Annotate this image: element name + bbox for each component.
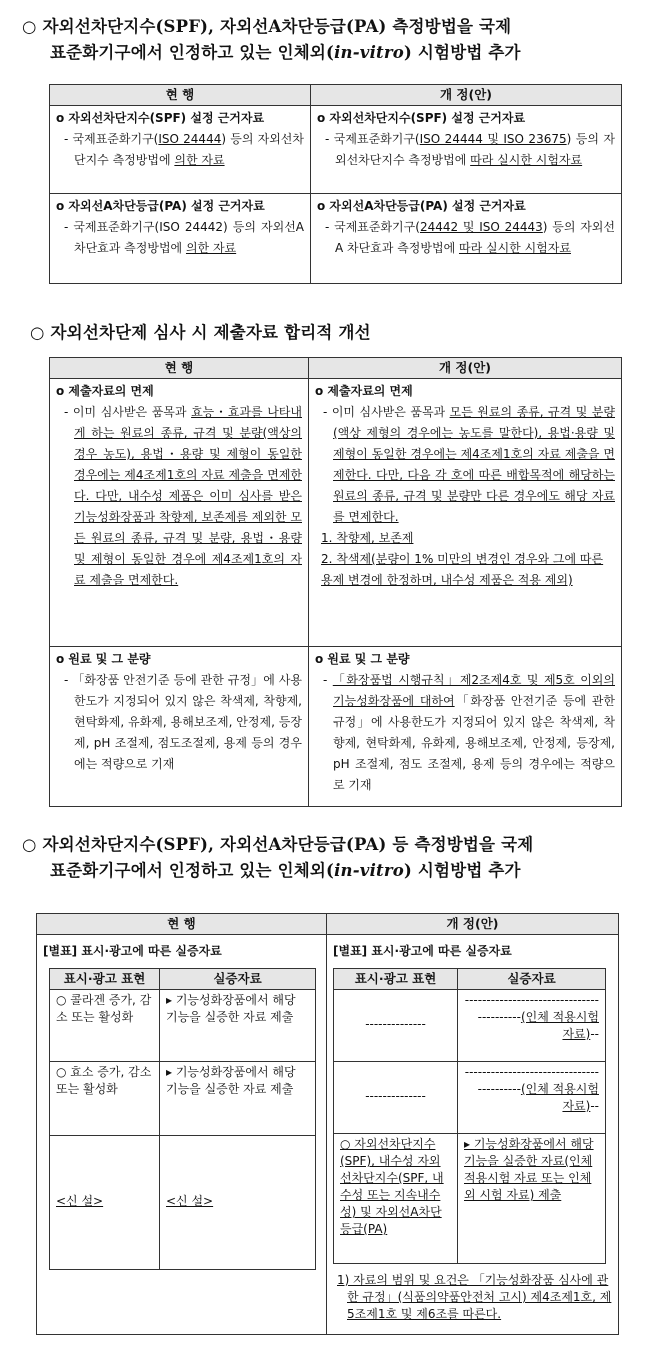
annex-proposed-col1: 표시·광고 표현 bbox=[334, 969, 458, 990]
section1-row2-proposed: o 자외선A차단등급(PA) 설정 근거자료 - 국제표준화기구(24442 및 ISO 24443) 등의 자외선A 차단효과 측정방법에 따라 실시한 시험자료 bbox=[311, 194, 622, 284]
section2-table bbox=[49, 357, 622, 807]
section2-row1-proposed: o 제출자료의 면제 - 이미 심사받은 품목과 모든 원료의 종류, 규격 및 분량(액상 제형의 경우에는 농도를 말한다), 용법·용량 및 제형이 동일한 경우에는 제4조제1호의 자료 제출을 면제한다. 다만, 다음 각 호에 따른 배합목적에 해당하는 원료의 종류, 규격 및 분량만 다른 경우에도 해당 자료를 면제한다. 1. 착향제, 보존제 2. 착색제(분량이 1% 미만의 변경인 경우와 그에 따른 용제 변경에 한정하며, 내수성 제품은 적용 제외) bbox=[309, 379, 622, 647]
section1-col-current: 현 행 bbox=[50, 85, 311, 106]
annex-current-row1-expr: ○ 콜라겐 증가, 감소 또는 활성화 bbox=[50, 990, 160, 1062]
annex-title-proposed: [별표] 표시·광고에 따른 실증자료 bbox=[333, 944, 512, 958]
section3-current-cell bbox=[37, 935, 327, 1335]
section2-col-current: 현 행 bbox=[50, 358, 309, 379]
section3-col-current: 현 행 bbox=[37, 914, 327, 935]
annex-proposed-row1-proof: -----------------------------------------(인체 적용시험 자료)-- bbox=[458, 990, 606, 1062]
section1-heading-line1: ○ 자외선차단지수(SPF), 자외선A차단등급(PA) 측정방법을 국제 bbox=[22, 17, 512, 36]
section3-heading-line2: 표준화기구에서 인정하고 있는 인체외(in-vitro) 시험방법 추가 bbox=[50, 861, 521, 880]
annex-current-row3-expr: <신 설> bbox=[50, 1136, 160, 1270]
section1-heading bbox=[22, 14, 642, 66]
section3-heading bbox=[22, 832, 642, 884]
section1-row1-current: o 자외선차단지수(SPF) 설정 근거자료 - 국제표준화기구(ISO 24444) 등의 자외선차단지수 측정방법에 의한 자료 bbox=[50, 106, 311, 194]
section2-row2-proposed: o 원료 및 그 분량 - 「화장품법 시행규칙」제2조제4호 및 제5호 이외의 기능성화장품에 대하여「화장품 안전기준 등에 관한 규정」에 사용한도가 지정되어 있지 않은 착색제, 착향제, 현탁화제, 유화제, 용해보조제, 안정제, 등장제, pH 조절제, 점도 조절제, 용제 등의 경우에는 적량으로 기재 bbox=[309, 647, 622, 807]
section2-row1-current: o 제출자료의 면제 - 이미 심사받은 품목과 효능・효과를 나타내게 하는 원료의 종류, 규격 및 분량(액상의 경우 농도), 용법・용량 및 제형이 동일한 경우에는 제4조제1호의 자료 제출을 면제한다. 다만, 내수성 제품은 이미 심사를 받은 기능성화장품과 착향제, 보존제를 제외한 모든 원료의 종류, 규격 및 분량, 용법・용량 및 제형이 동일한 경우에 제4조제1호의 자료 제출을 면제한다. bbox=[50, 379, 309, 647]
annex-proposed-row1-expr: -------------- bbox=[334, 990, 458, 1062]
section1-table bbox=[49, 84, 622, 284]
section1-row2-current: o 자외선A차단등급(PA) 설정 근거자료 - 국제표준화기구(ISO 24442) 등의 자외선A 차단효과 측정방법에 의한 자료 bbox=[50, 194, 311, 284]
annex-footnote: 1) 자료의 범위 및 요건은 「기능성화장품 심사에 관한 규정」(식품의약품안전처 고시) 제4조제1호, 제5조제1호 및 제6조를 따른다. bbox=[337, 1273, 612, 1321]
annex-title-current: [별표] 표시·광고에 따른 실증자료 bbox=[43, 944, 222, 958]
section1-row1-proposed: o 자외선차단지수(SPF) 설정 근거자료 - 국제표준화기구(ISO 24444 및 ISO 23675) 등의 자외선차단지수 측정방법에 따라 실시한 시험자료 bbox=[311, 106, 622, 194]
annex-current-row2-expr: ○ 효소 증가, 감소 또는 활성화 bbox=[50, 1062, 160, 1136]
section3-col-proposed: 개 정(안) bbox=[327, 914, 619, 935]
section1-heading-line2: 표준화기구에서 인정하고 있는 인체외(in-vitro) 시험방법 추가 bbox=[50, 43, 521, 62]
section2-col-proposed: 개 정(안) bbox=[309, 358, 622, 379]
annex-proposed-row3-expr: ○ 자외선차단지수(SPF), 내수성 자외선차단지수(SPF, 내수성 또는 지속내수성) 및 자외선A차단등급(PA) bbox=[334, 1134, 458, 1264]
section2-heading: ○ 자외선차단제 심사 시 제출자료 합리적 개선 bbox=[30, 323, 371, 342]
annex-table-current bbox=[49, 968, 316, 1270]
section2-row2-current: o 원료 및 그 분량 - 「화장품 안전기준 등에 관한 규정」에 사용한도가 지정되어 있지 않은 착색제, 착향제, 현탁화제, 유화제, 용해보조제, 안정제, 등장제, pH 조절제, 점도조절제, 용제 등의 경우에는 적량으로 기재 bbox=[50, 647, 309, 807]
annex-proposed-row2-expr: -------------- bbox=[334, 1062, 458, 1134]
annex-table-proposed bbox=[333, 968, 606, 1264]
section3-proposed-cell bbox=[327, 935, 619, 1335]
annex-proposed-row2-proof: -----------------------------------------(인체 적용시험 자료)-- bbox=[458, 1062, 606, 1134]
section1-col-proposed: 개 정(안) bbox=[311, 85, 622, 106]
section3-heading-line1: ○ 자외선차단지수(SPF), 자외선A차단등급(PA) 등 측정방법을 국제 bbox=[22, 835, 534, 854]
annex-current-row1-proof: ▸ 기능성화장품에서 해당 기능을 실증한 자료 제출 bbox=[160, 990, 316, 1062]
annex-current-row2-proof: ▸ 기능성화장품에서 해당 기능을 실증한 자료 제출 bbox=[160, 1062, 316, 1136]
annex-current-row3-proof: <신 설> bbox=[160, 1136, 316, 1270]
annex-proposed-col2: 실증자료 bbox=[458, 969, 606, 990]
annex-current-col2: 실증자료 bbox=[160, 969, 316, 990]
annex-proposed-row3-proof: ▸ 기능성화장품에서 해당 기능을 실증한 자료(인체 적용시험 자료 또는 인체 외 시험 자료) 제출 bbox=[458, 1134, 606, 1264]
annex-current-col1: 표시·광고 표현 bbox=[50, 969, 160, 990]
section3-table bbox=[36, 913, 619, 1335]
